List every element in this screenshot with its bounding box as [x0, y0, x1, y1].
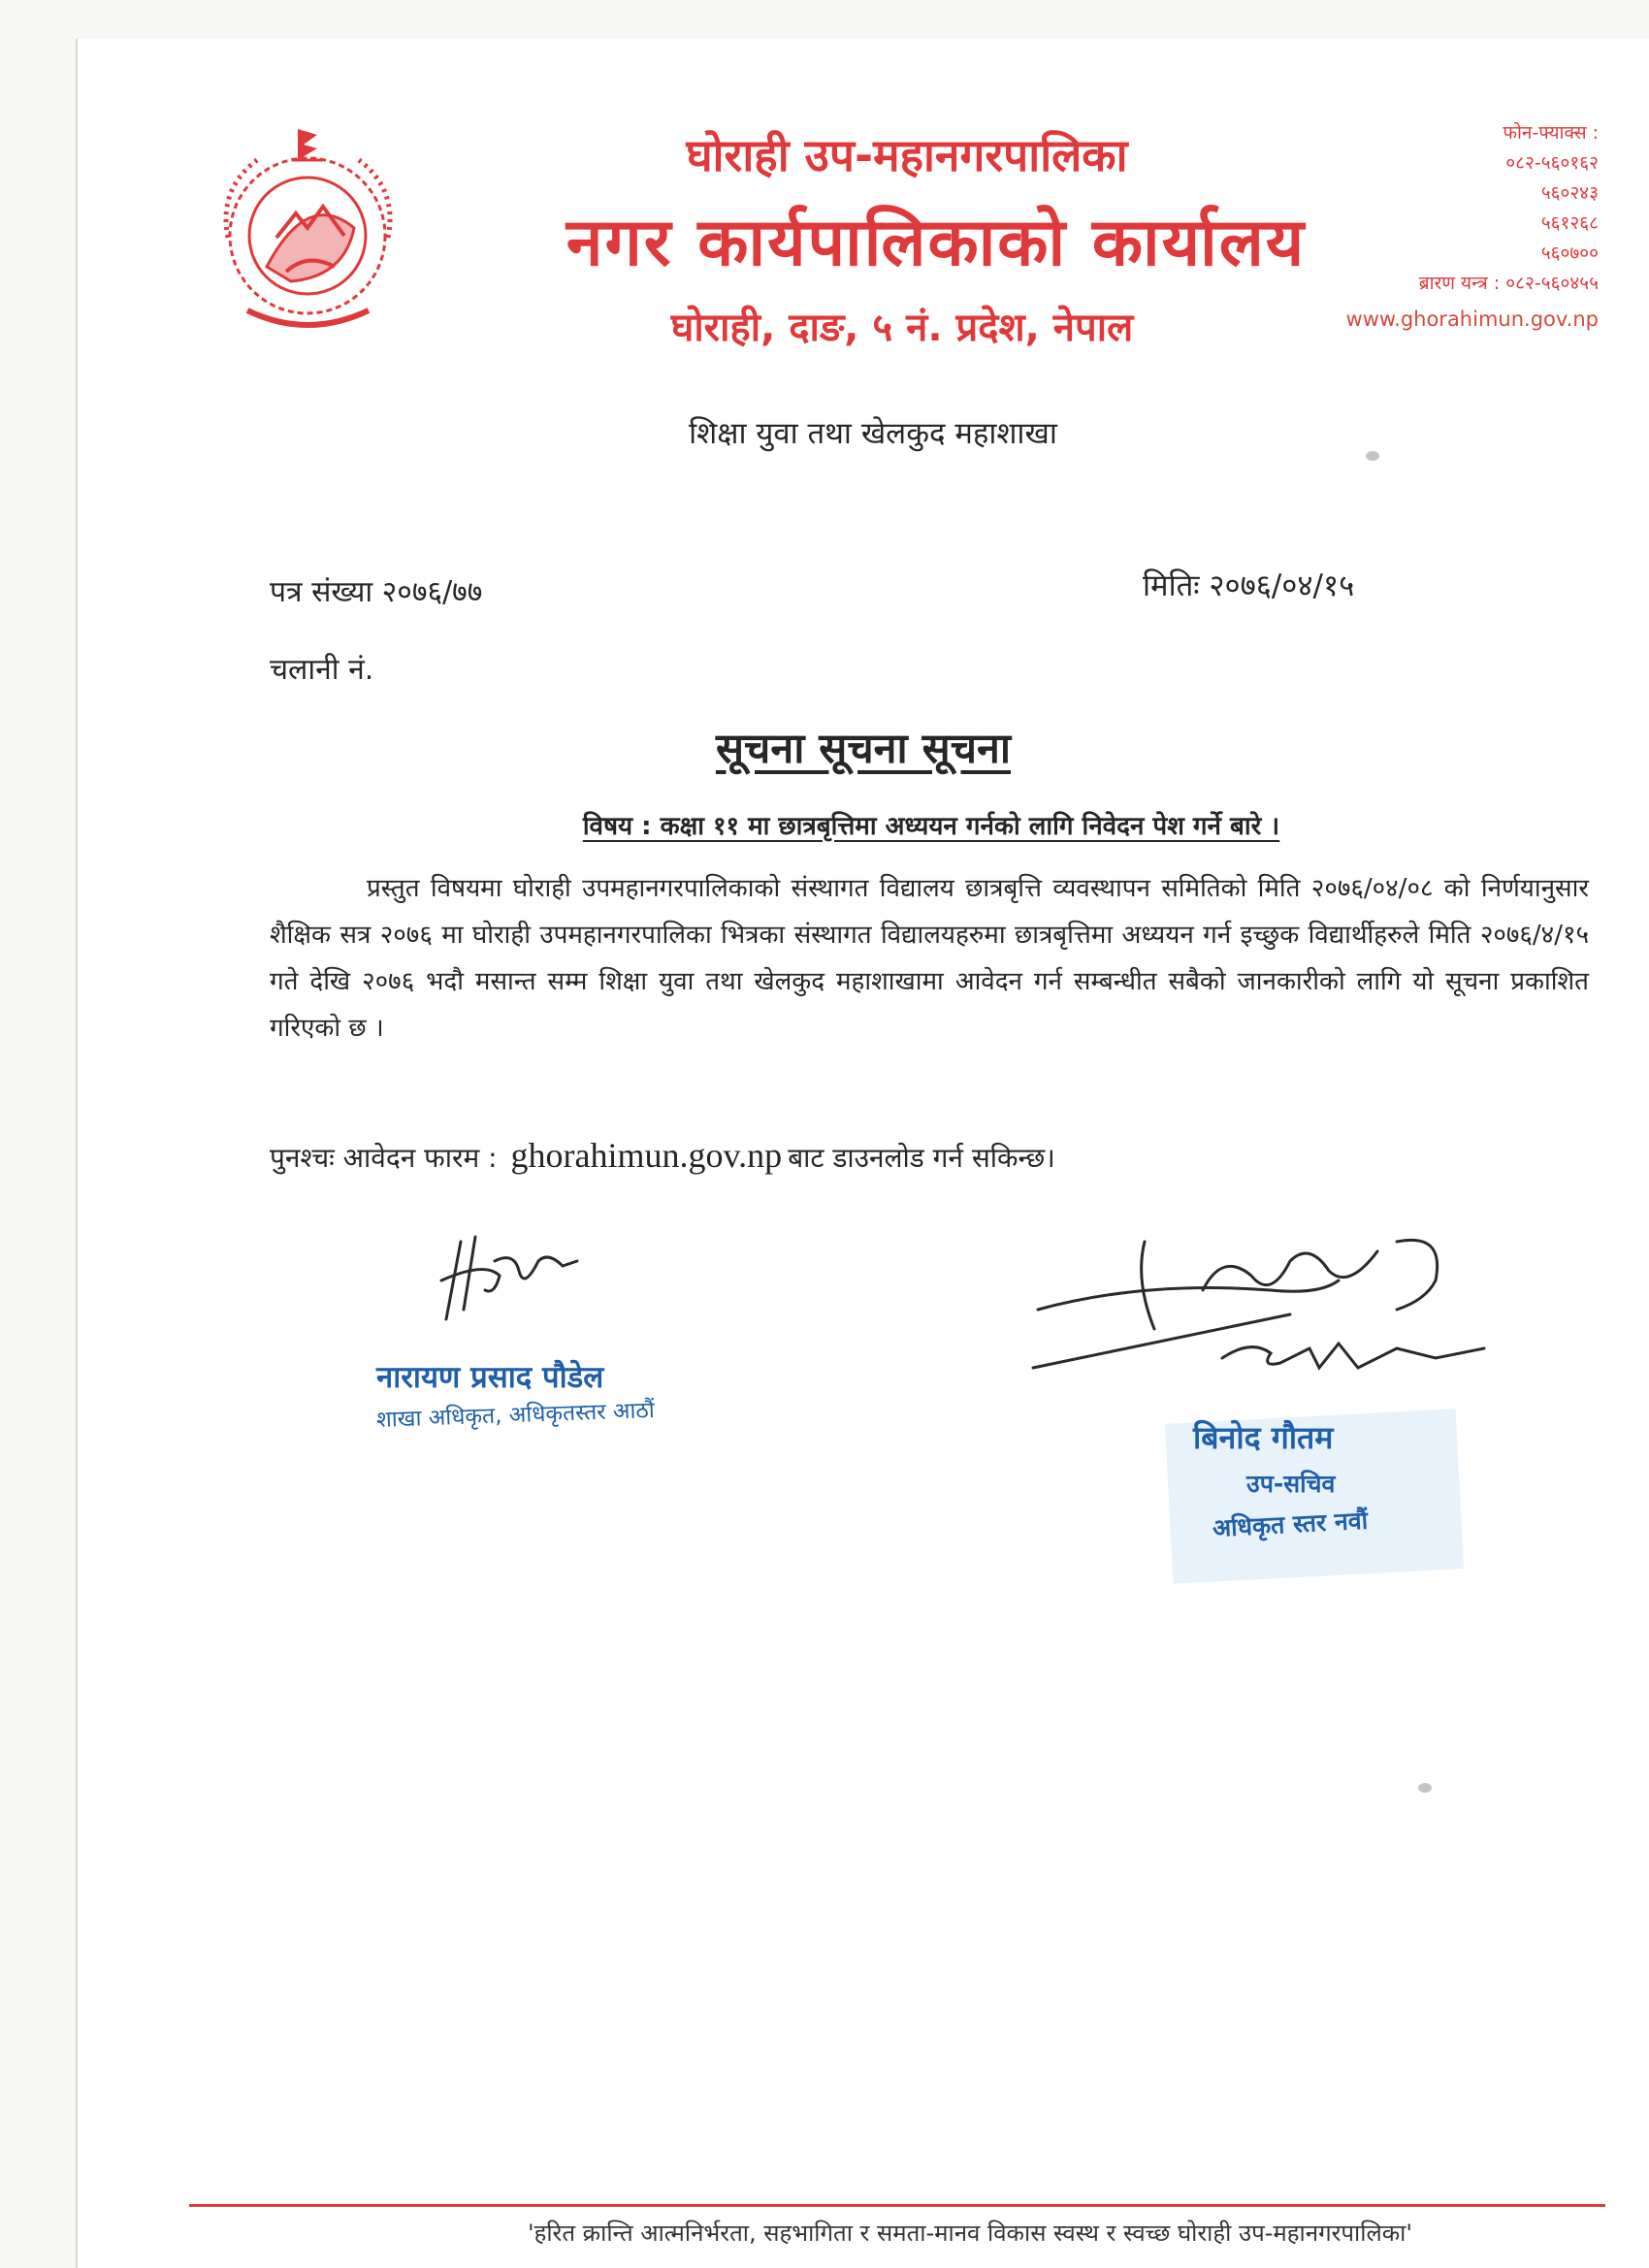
signatory-name: नारायण प्रसाद पौडेल	[376, 1360, 604, 1395]
signatory-title: उप-सचिव	[1246, 1470, 1336, 1498]
phone-number: ०८२-५६०१६२	[1505, 152, 1599, 174]
phone-number: ५६०७००	[1540, 243, 1599, 264]
notice-body: प्रस्तुत विषयमा घोराही उपमहानगरपालिकाको संस्थागत विद्यालय छात्रबृत्ति व्यवस्थापन समितिको मिति २०७६/०४/०८ को निर्णयानुसार शैक्षिक सत्र २०७६ मा घोराही उपमहानगरपालिका भित्रका संस्थागत विद्यालयहरुमा छात्रबृत्तिमा अध्ययन गर्न इच्छुक विद्यार्थीहरुले मिति २०७६/४/१५ गते देखि २०७६ भदौ मसान्त सम्म शिक्षा युवा तथा खेलकुद महाशाखामा आवेदन गर्न सम्बन्धीत सबैको जानकारीको लागि यो सूचना प्रकाशित गरिएको छ ।	[270, 874, 1589, 1043]
notice-subject: विषय : कक्षा ११ मा छात्रबृत्तिमा अध्ययन गर्नको लागि निवेदन पेश गर्ने बारे ।	[582, 812, 1280, 841]
signature-right	[1028, 1222, 1513, 1397]
letter-date: मितिः २०७६/०४/१५	[1143, 568, 1355, 603]
signatory-name: बिनोद गौतम	[1193, 1419, 1334, 1456]
signatory-rank: अधिकृत स्तर नवौं	[1212, 1506, 1369, 1542]
website-link[interactable]: www.ghorahimun.gov.np	[1345, 308, 1599, 331]
scan-smudge	[1418, 1783, 1432, 1793]
contact-block	[1261, 118, 1599, 335]
fire-service-number: ब्रारण यन्त्र : ०८२-५६०४५५	[1418, 273, 1599, 294]
office-address: घोराही, दाङ, ५ नं. प्रदेश, नेपाल	[670, 306, 1134, 350]
phone-number: ५६१२६८	[1540, 212, 1599, 234]
postscript	[270, 1135, 1055, 1176]
scan-smudge	[1366, 451, 1379, 461]
footer-divider	[189, 2204, 1605, 2207]
notice-heading: सूचना सूचना सूचना	[715, 725, 1012, 773]
postscript-suffix: बाट डाउनलोड गर्न सकिन्छ।	[788, 1142, 1055, 1174]
reference-number: पत्र संख्या २०७६/७७	[270, 575, 483, 609]
phone-fax-label: फोन-फ्याक्स :	[1503, 122, 1599, 144]
phone-number: ५६०२४३	[1540, 182, 1599, 204]
dispatch-number: चलानी नं.	[270, 653, 374, 687]
municipality-name: घोराही उप-महानगरपालिका	[686, 129, 1128, 181]
signatory-title: शाखा अधिकृत, अधिकृतस्तर आठौं	[375, 1397, 656, 1433]
division-name: शिक्षा युवा तथा खेलकुद महाशाखा	[689, 416, 1057, 451]
nepal-emblem-icon	[199, 121, 417, 340]
signature-left	[427, 1232, 592, 1329]
office-title: नगर कार्यपालिकाको कार्यालय	[566, 205, 1307, 281]
footer-slogan: 'हरित क्रान्ति आत्मनिर्भरता, सहभागिता र समता-मानव विकास स्वस्थ र स्वच्छ घोराही उप-महानगरपालिका'	[528, 2219, 1412, 2247]
postscript-prefix: पुनश्चः आवेदन फारम :	[270, 1142, 498, 1174]
download-link[interactable]: ghorahimun.gov.np	[510, 1136, 783, 1175]
